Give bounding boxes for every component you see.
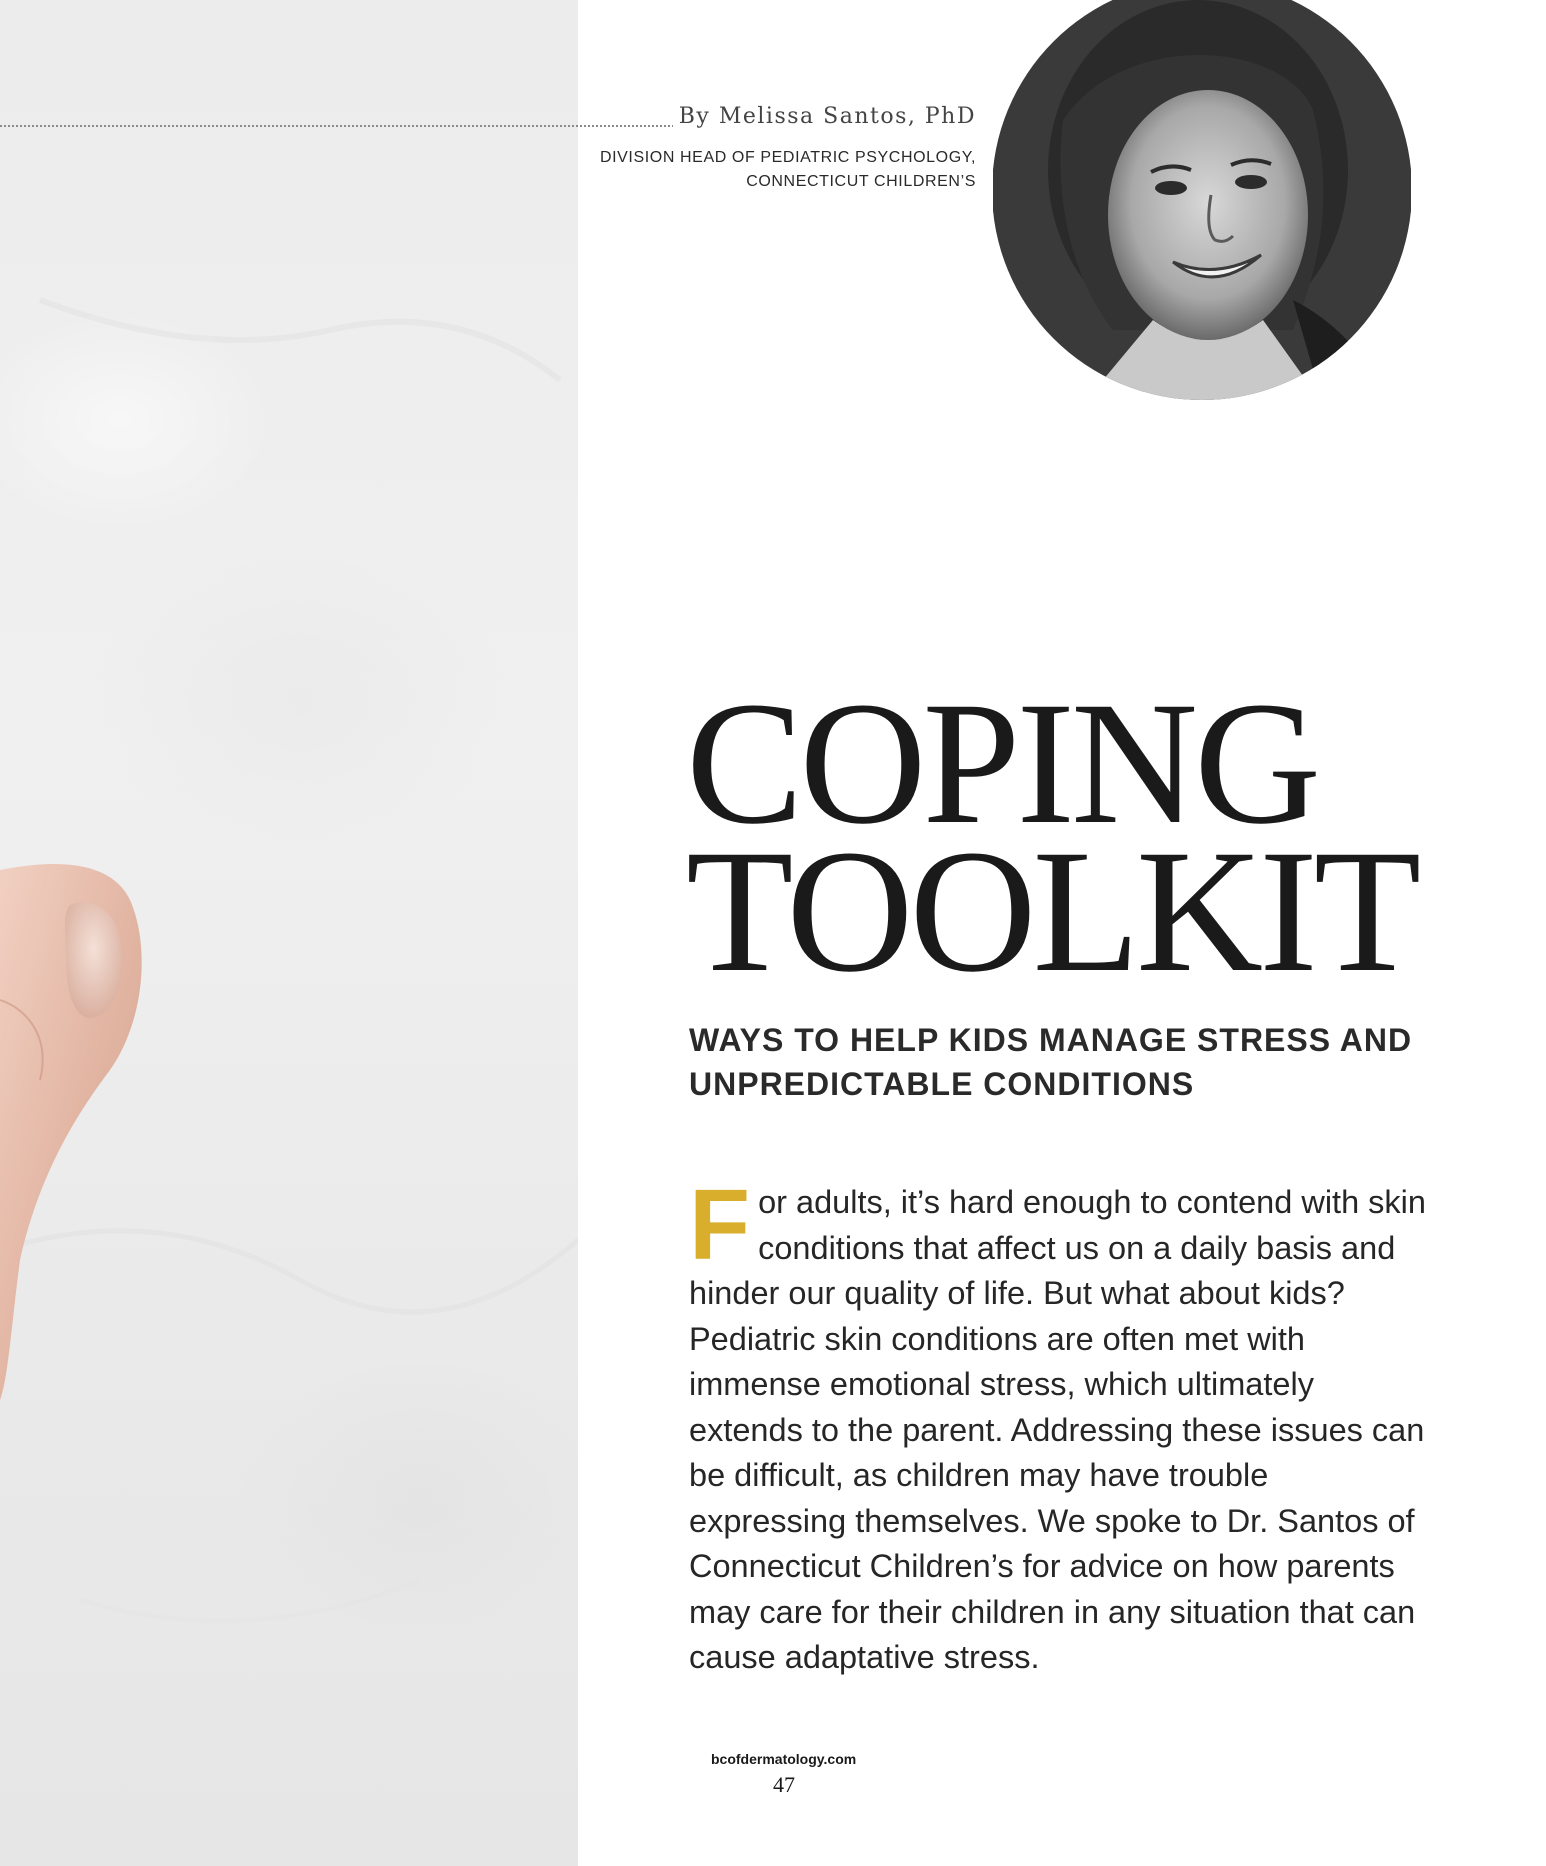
article-intro-text: or adults, it’s hard enough to contend with skin conditions that affect us on a daily basis and hinder our quality of life. But what about kids? Pediatric skin conditions are often met with immense emotional stress, which ultimately extends to the parent. Addressing these issues can be difficult, as children may have trouble expressing themselves. We spoke to Dr. Santos of Connecticut Children’s for advice on how parents may care for their children in any situation that can cause adaptative stress. <box>689 1184 1426 1675</box>
byline-dotted-rule <box>0 125 674 127</box>
article-intro <box>689 1169 1429 1681</box>
page-number: 47 <box>773 1772 795 1797</box>
subheadline: WAYS TO HELP KIDS MANAGE STRESS AND UNPREDICTABLE CONDITIONS <box>689 1022 1413 1102</box>
byline-author-title: DIVISION HEAD OF PEDIATRIC PSYCHOLOGY, CONNECTICUT CHILDREN’S <box>599 149 976 190</box>
author-portrait <box>993 0 1411 404</box>
headline-line-2: TOOLKIT <box>686 814 1418 1009</box>
byline-author: By Melissa Santos, PhD <box>673 104 976 129</box>
headline-line-1: COPING <box>686 666 1318 861</box>
footer-website: bcofdermatology.com <box>711 1751 857 1767</box>
headline <box>686 666 1418 1009</box>
portrait-photo <box>993 0 1411 404</box>
drop-cap: F <box>689 1169 751 1281</box>
hand-finger-photo <box>0 0 578 1866</box>
finger-illustration <box>0 0 578 1866</box>
